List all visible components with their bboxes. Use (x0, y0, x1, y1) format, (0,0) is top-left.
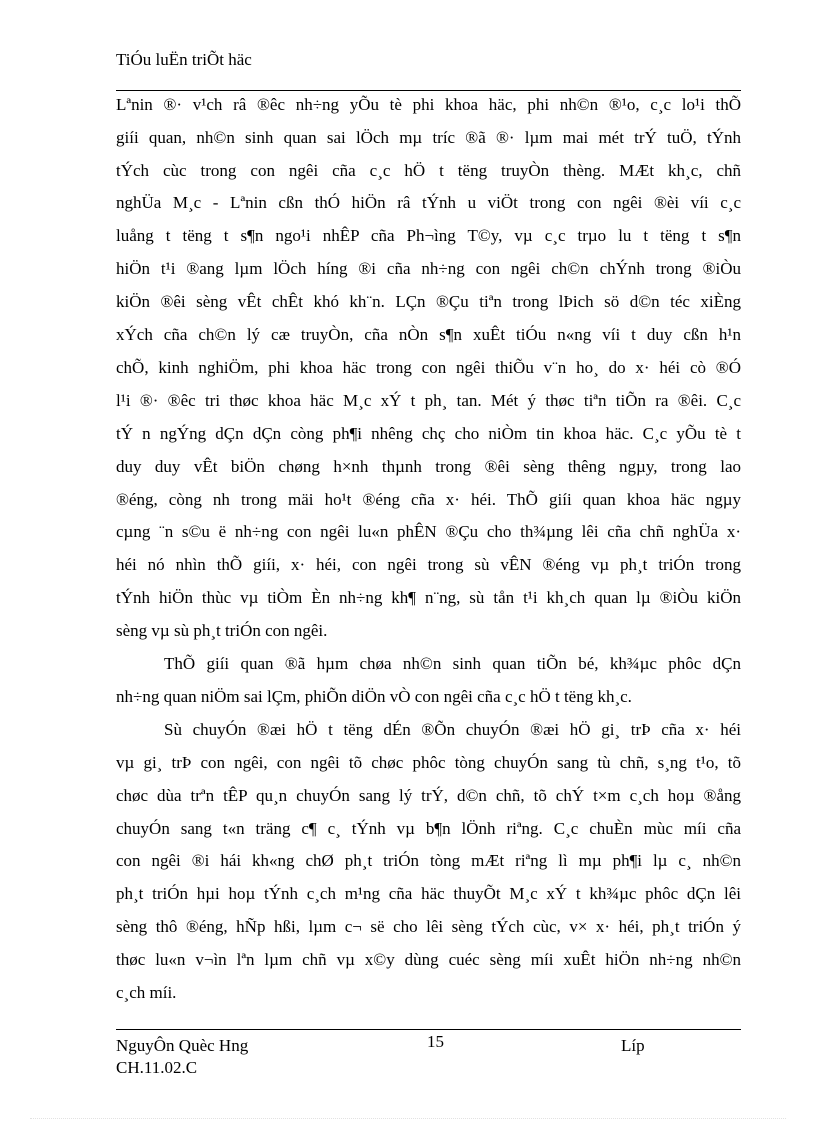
text-line: kiÖn ®êi sèng vÊt chÊt khó kh¨n. LÇn ®Çu tiªn trong lÞich sö d©n téc xiÈng (116, 292, 741, 311)
text-line: c¸ch míi. (116, 983, 177, 1002)
header-divider (116, 90, 741, 91)
header-title: TiÓu luËn triÕt häc (116, 50, 252, 69)
text-line: Lªnin ®· v¹ch râ ®êc nh÷ng yÕu tè phi khoa häc, phi nh©n ®¹o, c¸c lo¹i thÕ (116, 95, 741, 114)
text-line: hiÖn t¹i ®ang lµm lÖch híng ®i cña nh÷ng con ngêi ch©n chÝnh trong ®iÒu (116, 259, 741, 278)
page-number: 15 (427, 1032, 444, 1051)
text-line: tÝ n ngÝng dÇn dÇn còng ph¶i nhêng chç cho niÒm tin khoa häc. C¸c yÕu tè t (116, 424, 741, 443)
text-line: vµ gi¸ trÞ con ngêi, con ngêi tõ chøc phôc tòng chuyÓn sang tù chñ, s¸ng t¹o, tõ (116, 753, 741, 772)
text-line: xÝch cña ch©n lý cæ truyÒn, cña nÒn s¶n xuÊt tiÓu n«ng víi t duy cßn h¹n (116, 325, 741, 344)
text-line: ph¸t triÓn hµi hoµ tÝnh c¸ch m¹ng cña häc thuyÕt M¸c xÝ t kh¾µc phôc dÇn lêi (116, 884, 741, 903)
text-line: luång t tëng t s¶n ngo¹i nhÊP cña Ph¬ìng T©y, vµ c¸c trµo lu t tëng t s¶n (116, 226, 741, 245)
text-line: giíi quan, nh©n sinh quan sai lÖch mµ tríc ®ã ®· lµm mai mét trÝ tuÖ, tÝnh (116, 128, 741, 147)
footer-author: NguyÔn Quèc Hng (116, 1036, 249, 1055)
text-line: Sù chuyÓn ®æi hÖ t tëng dÉn ®Õn chuyÓn ®æi hÖ gi¸ trÞ cña x· héi (164, 720, 741, 739)
text-line: duy duy vÊt biÖn chøng h×nh thµnh trong ®êi sèng thêng ngµy, trong lao (116, 457, 741, 476)
text-line: nh÷ng quan niÖm sai lÇm, phiÕn diÖn vÒ con ngêi cña c¸c hÖ t tëng kh¸c. (116, 687, 632, 706)
footer-class-code: CH.11.02.C (116, 1058, 198, 1077)
text-line: nghÜa M¸c - Lªnin cßn thÓ hiÖn râ tÝnh u viÖt trong con ngêi ®èi víi c¸c (116, 193, 741, 212)
text-line: héi nó nhìn thÕ giíi, x· héi, con ngêi trong sù vÊN ®éng vµ ph¸t triÓn trong (116, 555, 741, 574)
footer-class-label: Líp (621, 1036, 645, 1055)
page-bottom-edge (30, 1118, 786, 1119)
text-line: ThÕ giíi quan ®ã hµm chøa nh©n sinh quan tiÕn bé, kh¾µc phôc dÇn (164, 654, 741, 673)
text-line: chÕ, kinh nghiÖm, phi khoa häc trong con ngêi thiÕu v¨n ho¸ do x· héi cò ®Ó (116, 358, 741, 377)
text-line: ®éng, còng nh trong mäi ho¹t ®éng cña x· héi. ThÕ giíi quan khoa häc ngµy (116, 490, 741, 509)
text-line: sèng vµ sù ph¸t triÓn con ngêi. (116, 621, 328, 640)
text-line: tÝch cùc trong con ngêi cña c¸c hÖ t tëng truyÒn thèng. MÆt kh¸c, chñ (116, 161, 741, 180)
text-line: l¹i ®· ®êc tri thøc khoa häc M¸c xÝ t ph¸ tan. Mét ý thøc tiªn tiÕn ra ®êi. C¸c (116, 391, 741, 410)
footer-divider (116, 1029, 741, 1030)
text-line: sèng thô ®éng, hÑp hßi, lµm c¬ së cho lêi sèng tÝch cùc, v× x· héi, ph¸t triÓn ý (116, 917, 741, 936)
text-line: thøc lu«n v¬ìn lªn lµm chñ vµ x©y dùng cuéc sèng míi xuÊt hiÖn nh÷ng nh©n (116, 950, 741, 969)
text-line: chøc dùa trªn tÊP qu¸n chuyÓn sang lý trÝ, d©n chñ, tõ chÝ t×m c¸ch hoµ ®ång (116, 786, 741, 805)
text-line: chuyÓn sang t«n träng c¶ c¸ tÝnh vµ b¶n lÖnh riªng. C¸c chuÈn mùc míi cña (116, 819, 741, 838)
text-line: con ngêi ®i hái kh«ng chØ ph¸t triÓn tòng mÆt riªng lì mµ ph¶i lµ c¸ nh©n (116, 851, 741, 870)
text-line: cµng ¨n s©u ë nh÷ng con ngêi lu«n phÊN ®Çu cho th¾µng lêi cña chñ nghÜa x· (116, 522, 741, 541)
text-line: tÝnh hiÖn thùc vµ tiÒm Èn nh÷ng kh¶ n¨ng, sù tån t¹i kh¸ch quan lµ ®iÒu kiÖn (116, 588, 741, 607)
